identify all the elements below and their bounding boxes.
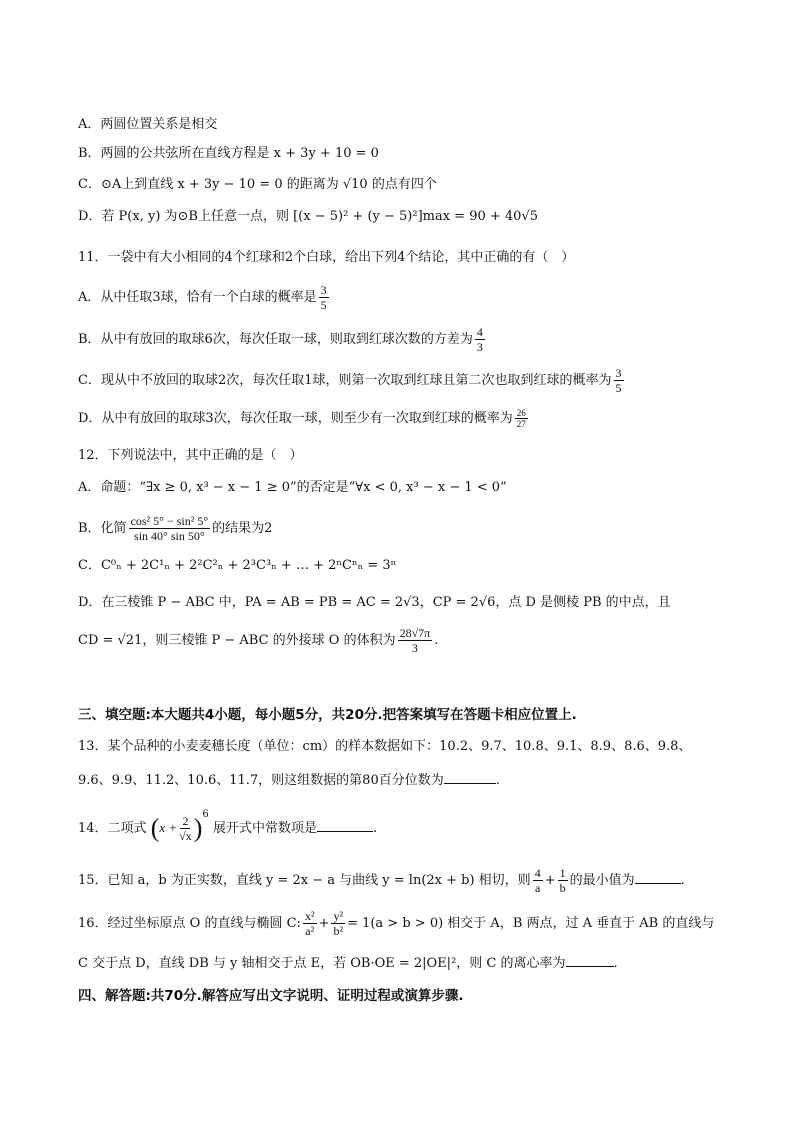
plus-sign: +: [318, 916, 330, 931]
q16-line2: C 交于点 D，直线 DB 与 y 轴相交于点 E，若 OB·OE = 2|OE|²，则 C 的离心率为 .: [78, 956, 618, 971]
q15-pre: 15．已知 a，b 为正实数，直线 y = 2x − a 与曲线 y = ln(2x + b) 相切，则: [78, 873, 531, 888]
fraction-denominator: 3: [411, 641, 418, 655]
q11-option-c: [78, 366, 626, 395]
section-3-heading: 三、填空题:本大题共4小题，每小题5分，共20分.把答案填写在答题卡相应位置上.: [78, 707, 577, 723]
fraction-numerator: 3: [320, 283, 327, 297]
q11-option-c-text: C．现从中不放回的取球2次，每次任取1球，则第一次取到红球且第二次也取到红球的概率为: [78, 373, 612, 388]
q14-fraction: [179, 814, 192, 843]
q11-option-a-text: A．从中任取3球，恰有一个白球的概率是: [78, 290, 317, 305]
section-4-heading: 四、解答题:共70分.解答应写出文字说明、证明过程或演算步骤.: [78, 988, 464, 1004]
q12-option-d-line2: [78, 626, 438, 655]
fraction-numerator: y²: [333, 909, 344, 923]
q15-post: 的最小值为: [569, 873, 635, 888]
fraction-denominator: a: [535, 881, 541, 895]
q11-option-d-text: D．从中有放回的取球3次，每次任取一球，则至少有一次取到红球的概率为: [78, 411, 513, 426]
plus-sign: +: [544, 873, 556, 888]
q13-line2: 9.6、9.9、11.2、10.6、11.7，则这组数据的第80百分位数为 .: [78, 773, 500, 788]
q11-option-a: [78, 283, 331, 312]
q12-option-b-pre: B．化简: [78, 521, 127, 536]
q13-line2-text: 9.6、9.9、11.2、10.6、11.7，则这组数据的第80百分位数为: [78, 773, 444, 788]
q11-stem: 11．一袋中有大小相同的4个红球和2个白球，给出下列4个结论，其中正确的有（ ）: [78, 250, 575, 265]
q11-option-d: [78, 408, 530, 429]
q16-line1: [78, 909, 714, 938]
fraction-numerator: 26: [516, 408, 526, 418]
q16-fraction-2: [331, 909, 345, 938]
fraction-denominator: a²: [305, 924, 315, 938]
fraction-denominator: 5: [615, 381, 622, 395]
q11-option-b: [78, 325, 487, 354]
q14: 14．二项式 (x + $\frac{2}{√x}$ )$^6$ 展开式中常数项是 .: [78, 808, 378, 843]
q12-option-d-post: .: [434, 633, 439, 648]
q12-option-d-pre: CD = √21，则三棱锥 P − ABC 的外接球 O 的体积为: [78, 633, 396, 648]
fraction-numerator: 4: [476, 325, 483, 339]
fraction-denominator: b²: [333, 924, 344, 938]
fraction-numerator: 3: [615, 366, 622, 380]
q16-post: = 1(a > b > 0) 相交于 A，B 两点，过 A 垂直于 AB 的直线与: [347, 916, 715, 931]
right-paren: ): [193, 813, 203, 843]
q14-pre: 14．二项式: [78, 821, 147, 836]
q15-fraction-2: [558, 866, 568, 895]
q14-answer-blank: [317, 819, 373, 832]
q16-fraction-1: [303, 909, 317, 938]
fraction-numerator: 4: [534, 866, 541, 880]
q12-option-b: [78, 514, 272, 543]
fraction-numerator: 1: [559, 866, 566, 880]
fraction-denominator: 5: [320, 298, 327, 312]
q13-line1: 13．某个品种的小麦麦穗长度（单位：cm）的样本数据如下：10.2、9.7、10.8、9.1、8.9、8.6、9.8、: [78, 739, 692, 754]
q14-post: 展开式中常数项是: [212, 821, 317, 836]
left-paren: (: [150, 813, 160, 843]
fraction-denominator: √x: [179, 829, 192, 843]
q11-b-fraction: [475, 325, 485, 354]
q12-b-fraction: [129, 514, 211, 543]
q15-answer-blank: [635, 871, 681, 884]
q16-answer-blank: [566, 954, 614, 967]
fraction-numerator: 28√7π: [399, 626, 431, 640]
q11-a-fraction: [319, 283, 329, 312]
q11-c-fraction: [614, 366, 624, 395]
q12-option-b-post: 的结果为2: [212, 521, 273, 536]
q11-d-fraction: [515, 408, 528, 429]
q15-fraction-1: [533, 866, 543, 895]
q10-option-d: D．若 P(x, y) 为⊙B上任意一点，则 [(x − 5)² + (y − 5)²]max = 90 + 40√5: [78, 209, 539, 224]
q12-option-d-line1: D．在三棱锥 P − ABC 中，PA = AB = PB = AC = 2√3，CP = 2√6，点 D 是侧棱 PB 的中点，且: [78, 595, 671, 610]
q14-expr: x +: [159, 820, 178, 835]
q10-option-b: B．两圆的公共弦所在直线方程是 x + 3y + 10 = 0: [78, 146, 379, 161]
q14-exponent: 6: [202, 808, 209, 820]
q12-stem: 12．下列说法中，其中正确的是（ ）: [78, 448, 303, 463]
fraction-numerator: cos² 5° − sin² 5°: [130, 514, 209, 528]
q12-option-a: A．命题：“∃x ≥ 0, x³ − x − 1 ≥ 0”的否定是“∀x < 0, x³ − x − 1 < 0”: [78, 480, 507, 495]
q10-option-c: C．⊙A上到直线 x + 3y − 10 = 0 的距离为 √10 的点有四个: [78, 177, 437, 192]
q12-option-c: C．C⁰ₙ + 2C¹ₙ + 2²C²ₙ + 2³C³ₙ + … + 2ⁿCⁿₙ = 3ⁿ: [78, 558, 397, 573]
q11-option-b-text: B．从中有放回的取球6次，每次任取一球，则取到红球次数的方差为: [78, 332, 473, 347]
q16-pre: 16．经过坐标原点 O 的直线与椭圆 C:: [78, 916, 301, 931]
fraction-denominator: 3: [476, 340, 483, 354]
fraction-numerator: 2: [182, 814, 189, 828]
q15: 15．已知 a，b 为正实数，直线 y = 2x − a 与曲线 y = ln(2x + b) 相切，则 $\frac{4}{a}$ + $\frac{1}{b}$ 的最小值为 .: [78, 866, 685, 895]
fraction-denominator: sin 40° sin 50°: [134, 529, 205, 543]
fraction-numerator: x²: [304, 909, 315, 923]
q12-d-fraction: [398, 626, 433, 655]
q16-line2-text: C 交于点 D，直线 DB 与 y 轴相交于点 E，若 OB·OE = 2|OE|²，则 C 的离心率为: [78, 956, 566, 971]
fraction-denominator: b: [559, 881, 566, 895]
q10-option-a: A．两圆位置关系是相交: [78, 117, 218, 132]
fraction-denominator: 27: [516, 419, 526, 429]
q13-answer-blank: [444, 771, 496, 784]
